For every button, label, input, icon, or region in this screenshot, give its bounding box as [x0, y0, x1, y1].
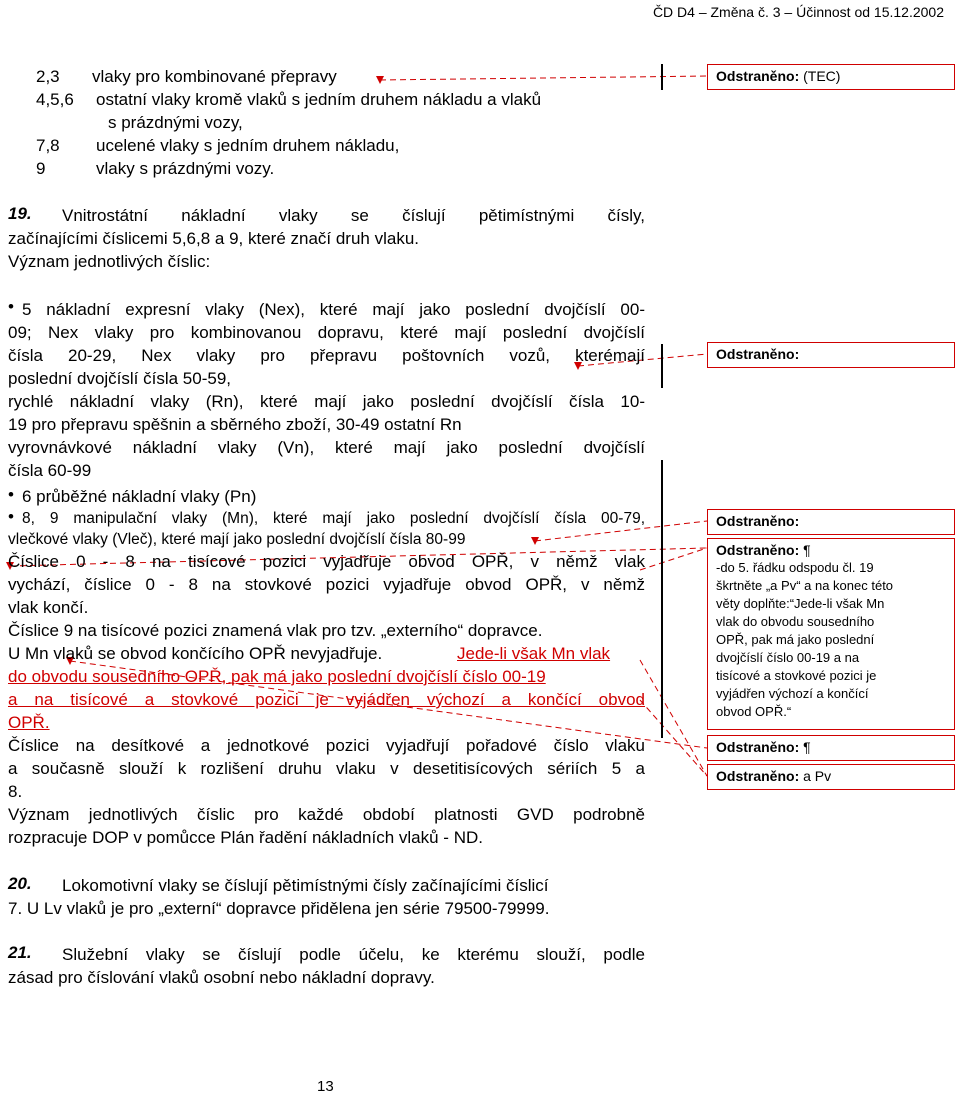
bullet: •: [8, 507, 14, 526]
body-line: U Mn vlaků se obvod končícího OPŘ nevyjadřuje.: [8, 644, 383, 663]
comment-detail: OPŘ, pak má jako poslední: [716, 632, 875, 647]
section-text: začínajícími číslicemi 5,6,8 a 9, které značí druh vlaku.: [8, 229, 420, 248]
inserted-text: Jede-li však Mn vlak: [457, 644, 611, 663]
bullet: •: [8, 297, 14, 316]
section-number: 21.: [8, 943, 32, 962]
list-num: 2,3: [36, 67, 60, 86]
body-line: čísla 20-29, Nex vlaky pro přepravu poštovních vozů, kterémají: [8, 346, 645, 365]
comment-label: Odstraněno:: [716, 68, 800, 84]
revision-comment[interactable]: [707, 538, 955, 730]
body-line: vyrovnávkové nákladní vlaky (Vn), které mají jako poslední dvojčíslí: [8, 438, 645, 457]
body-line: rozpracuje DOP v pomůcce Plán řadění nákladních vlaků - ND.: [8, 828, 483, 847]
comment-detail: obvod OPŘ.“: [716, 704, 792, 719]
list-text: s prázdnými vozy,: [108, 113, 243, 132]
comment-label: Odstraněno:: [716, 739, 800, 755]
page-header: ČD D4 – Změna č. 3 – Účinnost od 15.12.2002: [652, 4, 944, 20]
revision-comment[interactable]: [707, 764, 955, 790]
body-line: poslední dvojčíslí čísla 50-59,: [8, 369, 232, 388]
section-number: 20.: [8, 874, 32, 893]
body-line: vlečkové vlaky (Vleč), které mají jako poslední dvojčíslí čísla 80-99: [8, 531, 466, 548]
list-text: ostatní vlaky kromě vlaků s jedním druhem nákladu a vlaků: [96, 90, 542, 109]
change-bar: [661, 460, 663, 738]
list-num: 9: [36, 159, 46, 178]
list-num: 7,8: [36, 136, 60, 155]
pilcrow-mark: ¶: [803, 542, 811, 558]
body-line: čísla 60-99: [8, 461, 92, 480]
inserted-text: do obvodu sousedního OPŘ, pak má jako poslední dvojčíslí číslo 00-19: [8, 667, 546, 686]
section-text: 7. U Lv vlaků je pro „externí“ dopravce přidělena jen série 79500-79999.: [8, 899, 550, 918]
pilcrow-mark: ¶: [803, 739, 811, 755]
body-line: vychází, číslice 0 - 8 na stovkové pozici vyjadřuje obvod OPŘ, v němž: [8, 575, 645, 594]
comment-detail: dvojčíslí číslo 00-19 a na: [716, 650, 860, 665]
page-number: 13: [317, 1078, 334, 1095]
body-line: Číslice na desítkové a jednotkové pozici vyjadřují pořadové číslo vlaku: [8, 736, 645, 755]
revision-comment[interactable]: [707, 735, 955, 761]
body-line: a současně slouží k rozlišení druhu vlaku v desetitisícových sériích 5 a: [8, 759, 645, 778]
revision-comment[interactable]: [707, 509, 955, 535]
comment-label: Odstraněno:: [716, 768, 800, 784]
body-line: 8, 9 manipulační vlaky (Mn), které mají jako poslední dvojčíslí čísla 00-79,: [22, 510, 645, 527]
section-number: 19.: [8, 204, 32, 223]
body-line: Číslice 9 na tisícové pozici znamená vlak pro tzv. „externího“ dopravce.: [8, 621, 543, 640]
body-line: 6 průběžné nákladní vlaky (Pn): [22, 487, 257, 506]
section-text: Lokomotivní vlaky se číslují pětimístnými čísly začínajícími číslicí: [62, 876, 549, 895]
comment-text: a Pv: [803, 768, 832, 784]
list-num: 4,5,6: [36, 90, 74, 109]
comment-label: Odstraněno:: [716, 513, 800, 529]
body-line: vlak končí.: [8, 598, 89, 617]
section-text: Význam jednotlivých číslic:: [8, 252, 211, 271]
revision-comment[interactable]: [707, 342, 955, 368]
list-text: vlaky s prázdnými vozy.: [96, 159, 275, 178]
section-text: Služební vlaky se číslují podle účelu, ke kterému slouží, podle: [62, 945, 645, 964]
list-text: vlaky pro kombinované přepravy: [92, 67, 337, 86]
inserted-text: a na tisícové a stovkové pozici je vyjádřen výchozí a končící obvod: [8, 690, 645, 709]
bullet: •: [8, 485, 14, 504]
comment-label: Odstraněno:: [716, 542, 800, 558]
body-line: 5 nákladní expresní vlaky (Nex), které mají jako poslední dvojčíslí 00-: [22, 300, 645, 319]
section-text: zásad pro číslování vlaků osobní nebo nákladní dopravy.: [8, 968, 435, 987]
revision-comment[interactable]: [707, 64, 955, 90]
inserted-text: OPŘ.: [8, 713, 50, 732]
comment-detail: vyjádřen výchozí a končící: [716, 686, 869, 701]
section-text: Vnitrostátní nákladní vlaky se číslují pětimístnými čísly,: [62, 206, 645, 225]
comment-label: Odstraněno:: [716, 346, 800, 362]
comment-detail: -do 5. řádku odspodu čl. 19: [716, 560, 874, 575]
body-line: Význam jednotlivých číslic pro každé období platnosti GVD podrobně: [8, 805, 645, 824]
change-bar: [661, 344, 663, 388]
comment-detail: tisícové a stovkové pozici je: [716, 668, 877, 683]
body-line: 19 pro přepravu spěšnin a sběrného zboží, 30-49 ostatní Rn: [8, 415, 462, 434]
body-line: 8.: [8, 782, 23, 801]
comment-detail: věty doplňte:“Jede-li však Mn: [716, 596, 885, 611]
body-line: rychlé nákladní vlaky (Rn), které mají jako poslední dvojčíslí čísla 10-: [8, 392, 645, 411]
comment-text: (TEC): [803, 68, 841, 84]
comment-detail: škrtněte „a Pv“ a na konec této: [716, 578, 894, 593]
change-bar: [661, 64, 663, 90]
comment-detail: vlak do obvodu sousedního: [716, 614, 875, 629]
body-line: Číslice 0 - 8 na tisícové pozici vyjadřuje obvod OPŘ, v němž vlak: [8, 552, 645, 571]
body-line: 09; Nex vlaky pro kombinovanou dopravu, které mají poslední dvojčíslí: [8, 323, 645, 342]
list-text: ucelené vlaky s jedním druhem nákladu,: [96, 136, 400, 155]
